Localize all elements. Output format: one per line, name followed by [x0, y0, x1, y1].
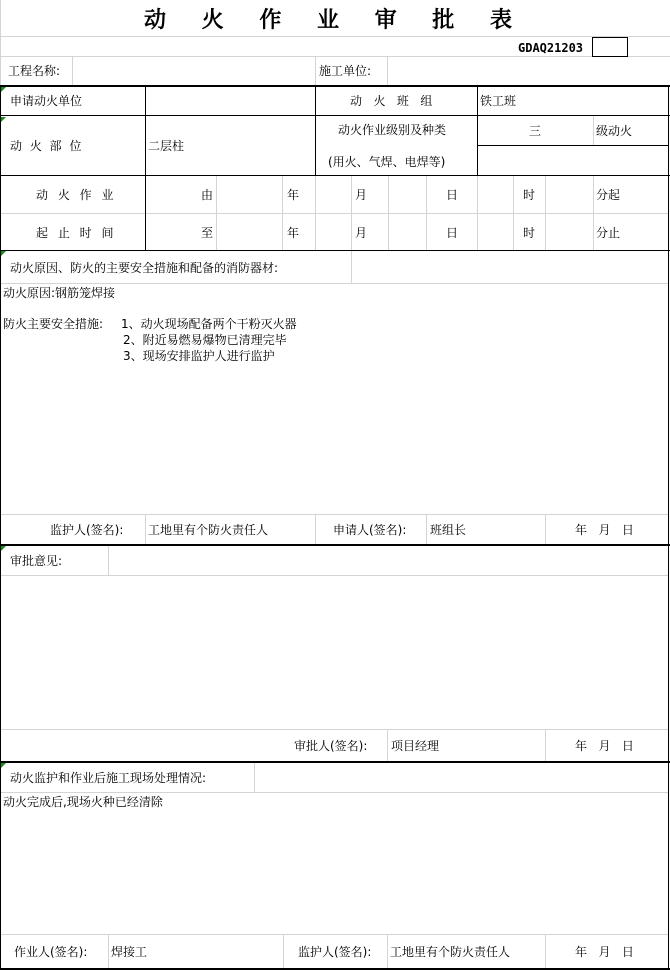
monitor2-sign-value[interactable]: 工地里有个防火责任人	[390, 945, 511, 959]
end-suffix: 分止	[596, 226, 621, 240]
fire-level-suffix: 级动火	[596, 124, 633, 138]
end-day-label: 日	[446, 226, 459, 240]
start-suffix: 分起	[596, 188, 621, 202]
start-day-label: 日	[446, 188, 459, 202]
end-month-field[interactable]	[316, 214, 351, 250]
start-year-label: 年	[287, 188, 300, 202]
applicant-sign-value[interactable]: 班组长	[430, 523, 467, 537]
fire-type-field[interactable]	[478, 146, 668, 175]
applicant-unit-label: 申请动火单位	[10, 94, 83, 108]
worker-sign-label: 作业人(签名):	[14, 945, 88, 959]
worker-sign-date[interactable]: 年 月 日	[575, 945, 634, 959]
fire-location-value[interactable]: 二层柱	[148, 139, 185, 153]
fire-team-value[interactable]: 铁工班	[480, 94, 517, 108]
aftercare-label: 动火监护和作业后施工现场处理情况:	[10, 771, 207, 785]
monitor-sign-label: 监护人(签名):	[50, 523, 124, 537]
construction-unit-field[interactable]	[388, 57, 668, 86]
start-year-field[interactable]	[217, 176, 282, 213]
applicant-sign-label: 申请人(签名):	[333, 523, 407, 537]
start-minute-field[interactable]	[546, 176, 593, 213]
project-name-field[interactable]	[73, 57, 315, 86]
approval-label: 审批意见:	[10, 554, 63, 568]
end-year-label: 年	[287, 226, 300, 240]
start-prefix: 由	[201, 188, 214, 202]
start-month-label: 月	[355, 188, 368, 202]
form-code-box[interactable]	[592, 37, 628, 57]
page-title: 动 火 作 业 审 批 表	[144, 8, 526, 33]
safety-measure-item: 3、现场安排监护人进行监护	[123, 349, 275, 363]
approver-sign-date[interactable]: 年 月 日	[575, 739, 634, 753]
end-hour-label: 时	[523, 226, 536, 240]
end-month-label: 月	[355, 226, 368, 240]
fire-team-label: 动 火 班 组	[350, 94, 433, 108]
project-name-label: 工程名称:	[8, 64, 61, 78]
applicant-sign-date[interactable]: 年 月 日	[575, 523, 634, 537]
time-label-1: 动 火 作 业	[36, 188, 117, 202]
safety-measure-item: 2、附近易燃易爆物已清理完毕	[123, 333, 287, 347]
fire-level-value[interactable]: 三	[529, 124, 542, 138]
monitor2-sign-label: 监护人(签名):	[298, 945, 372, 959]
monitor-sign-value[interactable]: 工地里有个防火责任人	[148, 523, 269, 537]
fire-type-label: (用火、气焊、电焊等)	[328, 155, 446, 169]
end-day-field[interactable]	[389, 214, 426, 250]
approver-sign-label: 审批人(签名):	[294, 739, 368, 753]
fire-level-label: 动火作业级别及种类	[338, 123, 447, 137]
approval-opinion-field[interactable]	[1, 576, 668, 729]
aftercare-content[interactable]	[1, 793, 668, 934]
start-hour-label: 时	[523, 188, 536, 202]
start-month-field[interactable]	[316, 176, 351, 213]
safety-measure-item: 1、动火现场配备两个干粉灭火器	[121, 317, 297, 331]
applicant-unit-field[interactable]	[146, 86, 315, 115]
fire-reason: 动火原因:钢筋笼焊接	[3, 286, 116, 300]
time-label-2: 起 止 时 间	[36, 226, 117, 240]
safety-measures-label: 防火主要安全措施:	[3, 317, 104, 331]
measures-label: 动火原因、防火的主要安全措施和配备的消防器材:	[10, 261, 279, 275]
fire-location-label: 动 火 部 位	[10, 139, 84, 153]
end-minute-field[interactable]	[546, 214, 593, 250]
end-year-field[interactable]	[217, 214, 282, 250]
end-prefix: 至	[201, 226, 214, 240]
worker-sign-value[interactable]: 焊接工	[111, 945, 148, 959]
start-day-field[interactable]	[389, 176, 426, 213]
construction-unit-label: 施工单位:	[319, 64, 372, 78]
measures-content[interactable]	[1, 284, 668, 514]
aftercare-value: 动火完成后,现场火种已经清除	[3, 795, 163, 809]
approver-sign-value[interactable]: 项目经理	[391, 739, 440, 753]
end-hour-field[interactable]	[478, 214, 513, 250]
form-code: GDAQ21203	[518, 41, 584, 55]
start-hour-field[interactable]	[478, 176, 513, 213]
